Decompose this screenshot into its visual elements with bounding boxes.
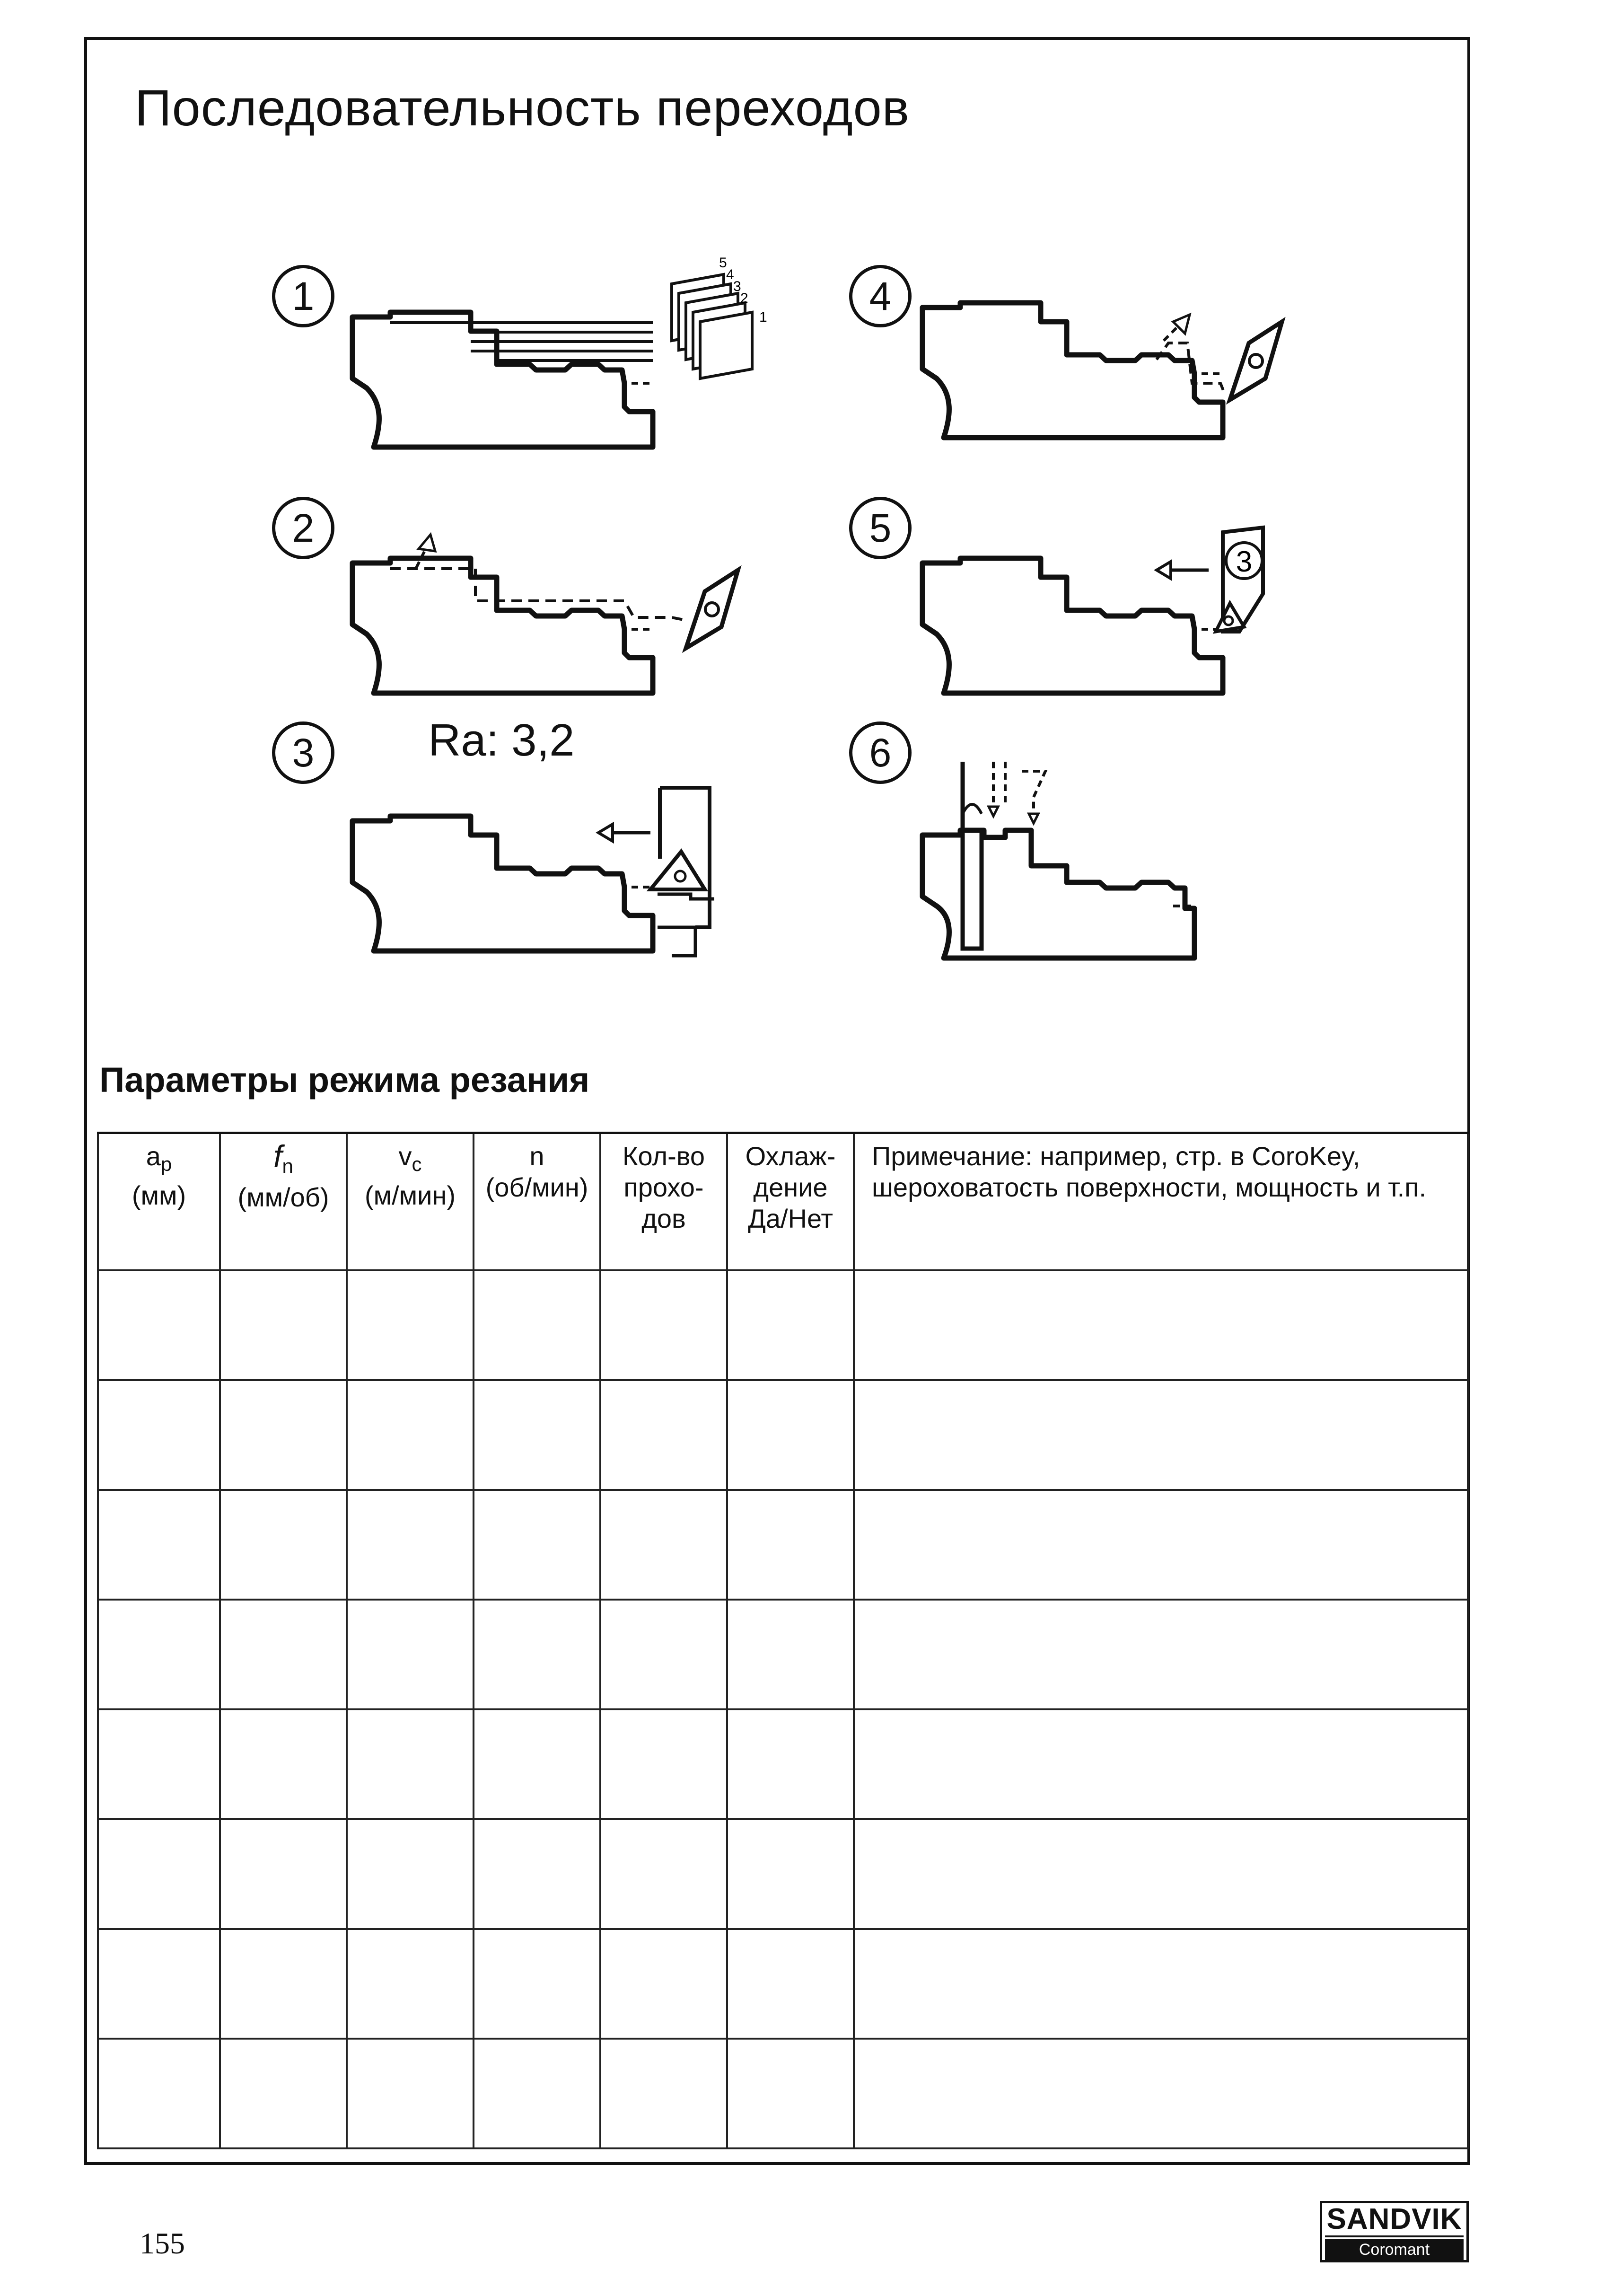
table-cell[interactable]	[600, 1709, 727, 1819]
table-cell[interactable]	[600, 2039, 727, 2148]
passes-line-3: дов	[641, 1204, 686, 1233]
table-cell[interactable]	[474, 1709, 600, 1819]
step-1-pass-label: 4	[726, 267, 734, 282]
col-spindle-speed	[474, 1133, 600, 1270]
coolant-line-3: Да/Нет	[747, 1204, 833, 1233]
n-symbol: n	[529, 1141, 544, 1171]
brand-sub: Coromant	[1325, 2239, 1464, 2260]
step-5-diagram	[922, 528, 1263, 693]
n-unit: (об/мин)	[485, 1172, 588, 1202]
table-row	[98, 1709, 1468, 1819]
operations-diagrams	[0, 0, 1623, 1041]
table-cell[interactable]	[98, 1270, 220, 1380]
step-6-number: 6	[849, 721, 912, 784]
section-title: Параметры режима резания	[99, 1060, 590, 1100]
col-note: Примечание: например, стр. в CoroKey, шероховатость поверхности, мощность и т.п.	[854, 1133, 1468, 1270]
roughness-label: Ra: 3,2	[428, 715, 575, 765]
table-cell[interactable]	[347, 1709, 474, 1819]
step-3-number: 3	[272, 721, 334, 784]
table-row	[98, 1819, 1468, 1929]
table-cell[interactable]	[854, 1380, 1468, 1490]
step-5-tool-label: 3	[1236, 545, 1253, 578]
table-cell[interactable]	[727, 1819, 854, 1929]
page-title: Последовательность переходов	[135, 79, 910, 136]
step-4-diagram	[922, 303, 1282, 438]
table-cell[interactable]	[98, 1929, 220, 2039]
table-cell[interactable]	[474, 1600, 600, 1709]
vc-unit: (м/мин)	[364, 1180, 456, 1211]
table-cell[interactable]	[854, 1709, 1468, 1819]
cutting-parameters-table	[97, 1132, 1469, 2149]
step-2-diagram	[352, 535, 738, 693]
step-3-diagram	[352, 788, 714, 956]
table-cell[interactable]	[220, 1600, 347, 1709]
coolant-line-1: Охлаж-	[745, 1141, 836, 1171]
table-cell[interactable]	[347, 2039, 474, 2148]
table-cell[interactable]	[854, 1819, 1468, 1929]
fn-symbol: f	[273, 1139, 282, 1174]
table-cell[interactable]	[854, 1929, 1468, 2039]
coolant-line-2: дение	[753, 1172, 828, 1202]
table-cell[interactable]	[727, 1380, 854, 1490]
table-cell[interactable]	[98, 1709, 220, 1819]
table-cell[interactable]	[474, 1490, 600, 1600]
table-cell[interactable]	[98, 1600, 220, 1709]
table-cell[interactable]	[474, 1270, 600, 1380]
step-1-number: 1	[272, 265, 334, 327]
table-cell[interactable]	[220, 1709, 347, 1819]
fn-subscript: n	[282, 1155, 293, 1178]
passes-line-2: прохо-	[623, 1172, 704, 1202]
col-depth-of-cut	[98, 1133, 220, 1270]
col-coolant	[727, 1133, 854, 1270]
vc-subscript: c	[412, 1153, 422, 1176]
passes-line-1: Кол-во	[622, 1141, 705, 1171]
ap-unit: (мм)	[132, 1180, 186, 1211]
col-number-of-passes	[600, 1133, 727, 1270]
table-cell[interactable]	[220, 1819, 347, 1929]
ap-symbol: a	[146, 1141, 161, 1171]
table-cell[interactable]	[474, 2039, 600, 2148]
table-cell[interactable]	[474, 1929, 600, 2039]
step-5-number: 5	[849, 497, 912, 559]
step-6-diagram	[922, 762, 1194, 958]
sandvik-coromant-logo	[1320, 2201, 1469, 2262]
table-cell[interactable]	[854, 1600, 1468, 1709]
table-cell[interactable]	[220, 1380, 347, 1490]
table-row	[98, 1270, 1468, 1380]
table-cell[interactable]	[600, 1270, 727, 1380]
table-cell[interactable]	[727, 2039, 854, 2148]
step-1-pass-label: 1	[759, 309, 767, 325]
table-cell[interactable]	[600, 1380, 727, 1490]
table-cell[interactable]	[220, 1270, 347, 1380]
step-1-pass-label: 3	[733, 279, 741, 294]
table-cell[interactable]	[347, 1490, 474, 1600]
table-cell[interactable]	[220, 2039, 347, 2148]
vc-symbol: v	[398, 1141, 412, 1171]
table-cell[interactable]	[220, 1929, 347, 2039]
table-cell[interactable]	[347, 1380, 474, 1490]
step-4-number: 4	[849, 265, 912, 327]
table-cell[interactable]	[600, 1819, 727, 1929]
col-cutting-speed	[347, 1133, 474, 1270]
table-header-row	[98, 1133, 1468, 1270]
ap-subscript: p	[160, 1153, 172, 1176]
table-cell[interactable]	[854, 1490, 1468, 1600]
table-cell[interactable]	[474, 1380, 600, 1490]
table-cell[interactable]	[98, 1819, 220, 1929]
fn-unit: (мм/об)	[237, 1182, 329, 1213]
table-cell[interactable]	[98, 1490, 220, 1600]
table-row	[98, 1380, 1468, 1490]
table-cell[interactable]	[727, 1270, 854, 1380]
step-2-number: 2	[272, 497, 334, 559]
table-cell[interactable]	[727, 1600, 854, 1709]
table-cell[interactable]	[727, 1709, 854, 1819]
table-cell[interactable]	[727, 1490, 854, 1600]
table-cell[interactable]	[347, 1929, 474, 2039]
table-row	[98, 1929, 1468, 2039]
page-number: 155	[140, 2226, 185, 2260]
table-row	[98, 2039, 1468, 2148]
table-cell[interactable]	[727, 1929, 854, 2039]
table-cell[interactable]	[600, 1929, 727, 2039]
table-cell[interactable]	[98, 1380, 220, 1490]
table-cell[interactable]	[347, 1819, 474, 1929]
table-cell[interactable]	[854, 2039, 1468, 2148]
col-feed	[220, 1133, 347, 1270]
table-cell[interactable]	[600, 1600, 727, 1709]
table-cell[interactable]	[474, 1819, 600, 1929]
step-1-pass-label: 2	[740, 290, 748, 306]
brand-name: SANDVIK	[1325, 2203, 1464, 2237]
table-cell[interactable]	[854, 1270, 1468, 1380]
step-1-diagram	[352, 274, 752, 447]
table-row	[98, 1600, 1468, 1709]
table-row	[98, 1490, 1468, 1600]
table-cell[interactable]	[347, 1600, 474, 1709]
table-cell[interactable]	[600, 1490, 727, 1600]
step-1-pass-label: 5	[719, 255, 727, 271]
table-cell[interactable]	[98, 2039, 220, 2148]
table-cell[interactable]	[220, 1490, 347, 1600]
table-cell[interactable]	[347, 1270, 474, 1380]
